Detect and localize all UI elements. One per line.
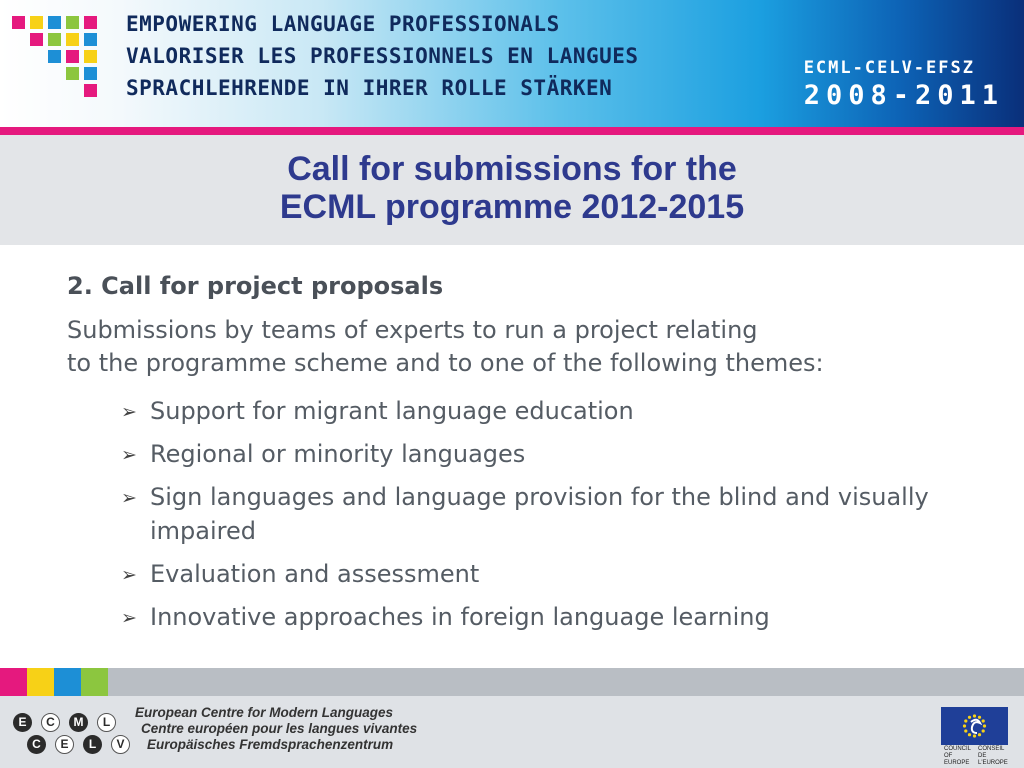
logo-square <box>84 67 97 80</box>
arrow-bullet-icon: ➢ <box>121 487 137 509</box>
list-item <box>121 437 1007 471</box>
intro-line1: Submissions by teams of experts to run a project relating <box>67 316 758 344</box>
intro-line2: to the programme scheme and to one of the following themes: <box>67 349 824 377</box>
logo-square <box>66 67 79 80</box>
color-block-pink <box>0 668 27 696</box>
slide-body <box>67 268 1007 643</box>
arrow-bullet-icon: ➢ <box>121 444 137 466</box>
slogan-french: VALORISER LES PROFESSIONNELS EN LANGUES <box>126 44 639 68</box>
slogan-english: EMPOWERING LANGUAGE PROFESSIONALS <box>126 12 560 36</box>
slide-title-line2: ECML programme 2012-2015 <box>279 188 745 226</box>
logo-letter-e: E <box>13 713 32 732</box>
color-block-yellow <box>27 668 54 696</box>
header-banner <box>0 0 1024 127</box>
logo-square <box>12 16 25 29</box>
list-item <box>121 600 1007 634</box>
arrow-bullet-icon: ➢ <box>121 564 137 586</box>
programme-years: 2008-2011 <box>803 80 1004 111</box>
arrow-bullet-icon: ➢ <box>121 607 137 629</box>
logo-square <box>30 16 43 29</box>
themes-list <box>67 394 1007 634</box>
logo-square <box>30 33 43 46</box>
theme-label: Evaluation and assessment <box>150 560 480 588</box>
theme-label: Sign languages and language provision for the blind and visually impaired <box>150 483 929 545</box>
logo-letter-e2: E <box>55 735 74 754</box>
council-of-europe-caption <box>944 746 1014 767</box>
ecml-square-logo-icon <box>0 0 120 120</box>
color-block-green <box>81 668 108 696</box>
banner-divider <box>0 127 1024 135</box>
slogan-german: SPRACHLEHRENDE IN IHRER ROLLE STÄRKEN <box>126 76 613 100</box>
org-name-de: Europäisches Fremdsprachenzentrum <box>147 737 394 752</box>
coe-caption-fr: CONSEIL DE L'EUROPE <box>977 746 1008 766</box>
logo-square <box>84 84 97 97</box>
org-name-en: European Centre for Modern Languages <box>135 705 394 720</box>
logo-square <box>84 50 97 63</box>
org-names <box>135 705 417 753</box>
logo-square <box>84 16 97 29</box>
org-name-fr: Centre européen pour les langues vivantes <box>141 721 418 736</box>
logo-letter-c2: C <box>27 735 46 754</box>
logo-letter-v: V <box>111 735 130 754</box>
logo-letter-l: L <box>97 713 116 732</box>
theme-label: Innovative approaches in foreign language learning <box>150 603 770 631</box>
coe-caption-en: COUNCIL OF EUROPE <box>944 746 971 766</box>
color-block-blue <box>54 668 81 696</box>
logo-letter-m: M <box>69 713 88 732</box>
footer-stripe <box>0 668 1024 696</box>
logo-square <box>66 50 79 63</box>
ecml-period-label <box>804 58 1004 111</box>
council-of-europe-flag-icon <box>941 707 1008 745</box>
logo-square <box>48 33 61 46</box>
slide-title <box>0 150 1024 226</box>
logo-square <box>48 50 61 63</box>
list-item <box>121 480 1007 548</box>
logo-square <box>66 16 79 29</box>
ecml-acronyms: ECML-CELV-EFSZ <box>803 58 975 78</box>
theme-label: Support for migrant language education <box>150 397 634 425</box>
intro-text <box>67 314 1007 380</box>
slide-title-line1: Call for submissions for the <box>287 150 737 188</box>
arrow-bullet-icon: ➢ <box>121 401 137 423</box>
theme-label: Regional or minority languages <box>150 440 526 468</box>
logo-letter-l2: L <box>83 735 102 754</box>
section-heading: 2. Call for project proposals <box>67 272 444 300</box>
logo-square <box>66 33 79 46</box>
logo-letter-c: C <box>41 713 60 732</box>
logo-square <box>84 33 97 46</box>
list-item <box>121 394 1007 428</box>
logo-square <box>48 16 61 29</box>
list-item <box>121 557 1007 591</box>
